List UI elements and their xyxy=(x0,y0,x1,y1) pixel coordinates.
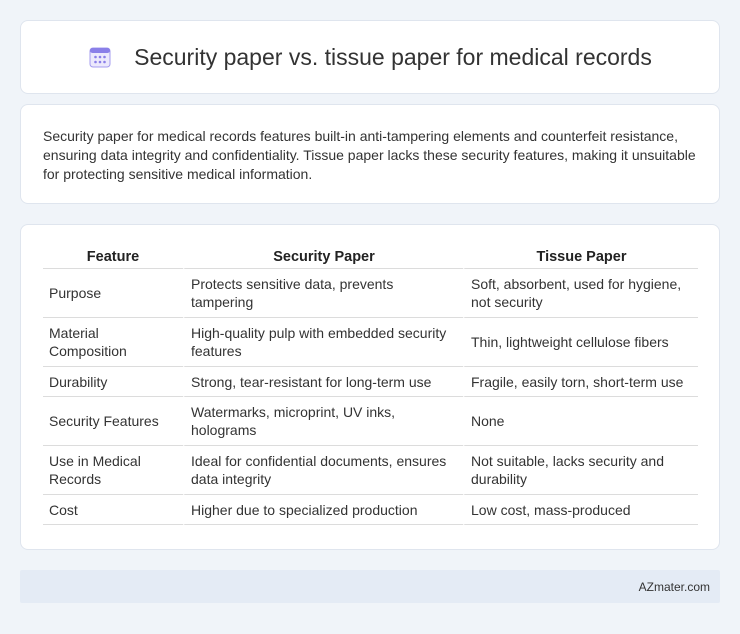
table-header-row xyxy=(43,245,698,269)
header-feature: Feature xyxy=(43,245,183,269)
calendar-icon xyxy=(88,45,112,69)
cell-security-paper: Protects sensitive data, prevents tampering xyxy=(183,269,463,318)
cell-tissue-paper: Fragile, easily torn, short-term use xyxy=(463,367,698,397)
cell-security-paper: Higher due to specialized production xyxy=(183,495,463,525)
table-row xyxy=(43,318,698,367)
cell-security-paper: Ideal for confidential documents, ensures data integrity xyxy=(183,446,463,495)
intro-text: Security paper for medical records features built-in anti-tampering elements and counterfeit resistance, ensuring data integrity and confidentiality. Tissue paper lacks these security features, making it unsuitable for protecting sensitive medical information. xyxy=(43,128,696,182)
intro-card xyxy=(20,104,720,204)
title-wrap xyxy=(88,44,652,71)
page-title: Security paper vs. tissue paper for medical records xyxy=(134,43,652,70)
table-row xyxy=(43,446,698,495)
cell-feature: Use in Medical Records xyxy=(43,446,183,495)
cell-tissue-paper: None xyxy=(463,397,698,446)
footer-site-name: AZmater.com xyxy=(638,579,710,594)
table-card xyxy=(20,224,720,550)
cell-tissue-paper: Soft, absorbent, used for hygiene, not security xyxy=(463,269,698,318)
cell-security-paper: High-quality pulp with embedded security features xyxy=(183,318,463,367)
cell-security-paper: Strong, tear-resistant for long-term use xyxy=(183,367,463,397)
cell-feature: Material Composition xyxy=(43,318,183,367)
cell-tissue-paper: Thin, lightweight cellulose fibers xyxy=(463,318,698,367)
cell-security-paper: Watermarks, microprint, UV inks, holograms xyxy=(183,397,463,446)
cell-tissue-paper: Not suitable, lacks security and durability xyxy=(463,446,698,495)
header-security-paper: Security Paper xyxy=(183,245,463,269)
comparison-table xyxy=(43,245,698,525)
cell-feature: Purpose xyxy=(43,269,183,318)
cell-feature: Cost xyxy=(43,495,183,525)
cell-feature: Durability xyxy=(43,367,183,397)
footer xyxy=(20,570,720,603)
table-row xyxy=(43,367,698,397)
table-row xyxy=(43,269,698,318)
table-row xyxy=(43,495,698,525)
table-row xyxy=(43,397,698,446)
cell-feature: Security Features xyxy=(43,397,183,446)
cell-tissue-paper: Low cost, mass-produced xyxy=(463,495,698,525)
header-tissue-paper: Tissue Paper xyxy=(463,245,698,269)
title-card xyxy=(20,20,720,94)
